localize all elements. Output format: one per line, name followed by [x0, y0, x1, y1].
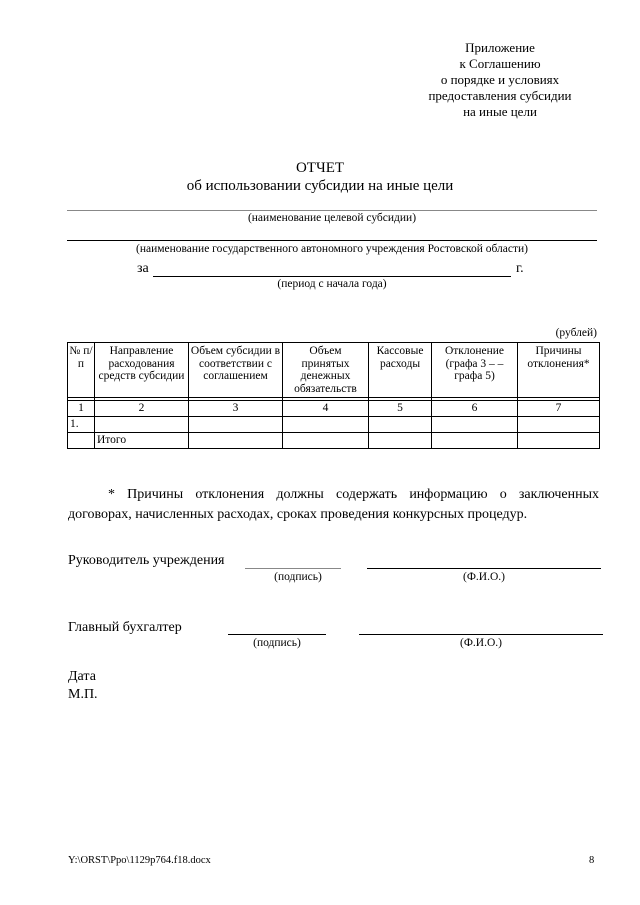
- column-number-cell: 3: [189, 401, 283, 417]
- column-number-cell: 5: [369, 401, 432, 417]
- annex-line: Приложение: [465, 40, 535, 55]
- table-cell: [68, 432, 95, 448]
- accountant-signature-caption: (подпись): [253, 637, 301, 649]
- table-cell: [283, 416, 369, 432]
- table-cell: Итого: [95, 432, 189, 448]
- subsidy-name-caption: (наименование целевой субсидии): [247, 212, 417, 224]
- report-title: ОТЧЕТ: [295, 160, 345, 176]
- table-header-cell: № п/п: [68, 343, 95, 398]
- table-cell: [95, 416, 189, 432]
- accountant-name-caption: (Ф.И.О.): [460, 637, 502, 649]
- stamp-label: М.П.: [68, 687, 98, 702]
- deviation-footnote: * Причины отклонения должны содержать информацию о заключенных договорах, начисленных расходах, сроках проведения конкурсных процедур.: [68, 487, 599, 522]
- annex-line: на иные цели: [463, 104, 537, 119]
- column-number-cell: 2: [95, 401, 189, 417]
- table-cell: [369, 416, 432, 432]
- institution-name-line: [67, 240, 597, 241]
- column-number-cell: 7: [518, 401, 600, 417]
- table-cell: [432, 432, 518, 448]
- column-number-cell: 6: [432, 401, 518, 417]
- accountant-name-line: [359, 634, 603, 635]
- table-header-cell: Объем принятых денежных обязательств: [283, 343, 369, 398]
- table-cell: [283, 432, 369, 448]
- table-row: [68, 416, 600, 432]
- accountant-label: Главный бухгалтер: [68, 620, 182, 635]
- head-name-caption: (Ф.И.О.): [463, 571, 505, 583]
- table-column-numbers-row: [68, 401, 600, 417]
- annex-line: предоставления субсидии: [428, 88, 572, 103]
- page-number: 8: [589, 855, 595, 866]
- table-cell: [518, 416, 600, 432]
- table-cell: [432, 416, 518, 432]
- table-cell: [189, 432, 283, 448]
- currency-unit: (рублей): [555, 327, 597, 339]
- period-suffix: г.: [516, 261, 524, 276]
- annex-line: к Соглашению: [459, 56, 541, 71]
- period-caption: (период с начала года): [277, 278, 387, 290]
- date-label: Дата: [68, 669, 96, 684]
- head-signature-line: [245, 568, 341, 569]
- table-cell: 1.: [68, 416, 95, 432]
- column-number-cell: 1: [68, 401, 95, 417]
- period-line: [153, 276, 511, 277]
- table-header-cell: Объем субсидии в соответствии с соглашением: [189, 343, 283, 398]
- table-header-cell: Направление расходования средств субсидии: [95, 343, 189, 398]
- institution-name-caption: (наименование государственного автономного учреждения Ростовской области): [135, 243, 528, 255]
- head-signature-caption: (подпись): [274, 571, 322, 583]
- footer-file-path: Y:\ORST\Ppo\1129p764.f18.docx: [68, 855, 211, 866]
- table-cell: [518, 432, 600, 448]
- annex-line: о порядке и условиях: [440, 72, 560, 87]
- annex-heading: [400, 40, 600, 120]
- subsidy-name-line: [67, 210, 597, 211]
- accountant-signature-line: [228, 634, 326, 635]
- table-header-row: [68, 343, 600, 398]
- table-header-cell: Причины отклонения*: [518, 343, 600, 398]
- table-header-cell: Кассовые расходы: [369, 343, 432, 398]
- head-label: Руководитель учреждения: [68, 553, 225, 568]
- period-prefix: за: [137, 261, 149, 276]
- head-name-line: [367, 568, 601, 569]
- table-header-cell: Отклонение (графа 3 – – графа 5): [432, 343, 518, 398]
- column-number-cell: 4: [283, 401, 369, 417]
- table-cell: [189, 416, 283, 432]
- report-subtitle: об использовании субсидии на иные цели: [186, 178, 454, 194]
- table-row-total: [68, 432, 600, 448]
- table-cell: [369, 432, 432, 448]
- report-table: [67, 342, 600, 449]
